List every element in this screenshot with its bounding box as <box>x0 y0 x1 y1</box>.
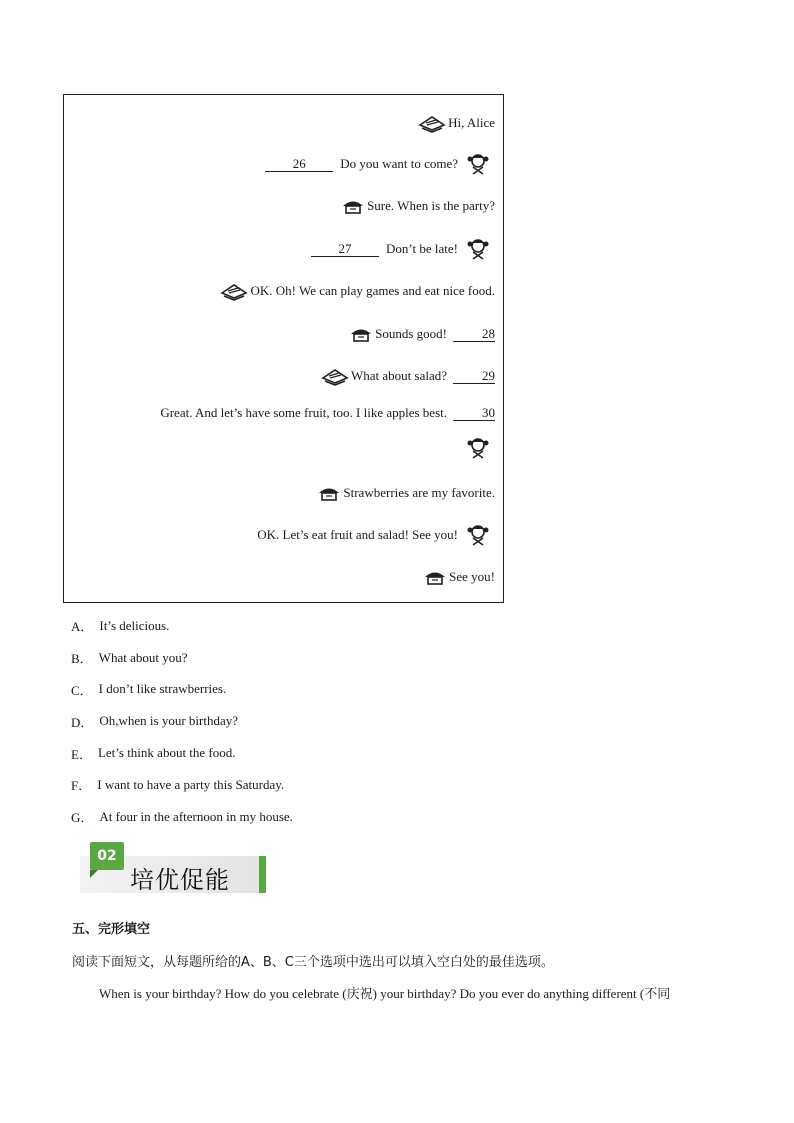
dialogue-text: What about salad? <box>350 368 447 383</box>
dialogue-text: See you! <box>449 569 495 584</box>
dialogue-line <box>349 323 495 345</box>
dialogue-text: Sounds good! <box>375 326 447 341</box>
option-f: F． I want to have a party this Saturday. <box>71 776 285 794</box>
dialogue-line <box>311 238 489 260</box>
option-c: C． I don’t like strawberries. <box>71 681 227 698</box>
dialogue-line <box>341 195 495 217</box>
blank-30: 30 <box>453 406 495 421</box>
book-icon <box>321 366 349 386</box>
banner-number-tag: 02 <box>90 842 124 870</box>
dialogue-box <box>63 94 504 603</box>
answer-options <box>71 610 293 833</box>
blank-26: 26 <box>265 157 333 172</box>
blank-27: 27 <box>311 242 379 257</box>
book-icon <box>220 281 248 301</box>
dialogue-text: Strawberries are my favorite. <box>343 485 495 500</box>
dialogue-text: Hi, Alice <box>448 115 495 130</box>
banner-tag-tail <box>90 870 98 878</box>
boy-icon <box>349 325 373 343</box>
option-a: A． It’s delicious. <box>71 617 170 635</box>
boy-icon <box>317 484 341 502</box>
dialogue-line <box>321 365 495 387</box>
book-icon <box>418 113 446 133</box>
banner-title: 培优促能 <box>130 866 230 894</box>
dialogue-line <box>418 112 495 134</box>
section-instruction: 阅读下面短文，从每题所给的A、B、C三个选项中选出可以填入空白处的最佳选项。 <box>72 955 554 970</box>
dialogue-line <box>458 437 489 459</box>
girl-icon <box>467 238 489 260</box>
dialogue-line <box>160 402 495 424</box>
blank-28: 28 <box>453 327 495 342</box>
passage-text: When is your birthday? How do you celebrate (庆祝) your birthday? Do you ever do anything different (不同 <box>99 986 671 1001</box>
dialogue-text: OK. Let’s eat fruit and salad! See you! <box>257 527 458 542</box>
dialogue-line <box>265 153 489 175</box>
option-b: B． What about you? <box>71 649 188 667</box>
dialogue-text: Great. And let’s have some fruit, too. I like apples best. <box>160 405 447 420</box>
dialogue-text: Sure. When is the party? <box>367 198 495 213</box>
dialogue-line <box>317 482 495 504</box>
dialogue-text: OK. Oh! We can play games and eat nice food. <box>250 283 495 298</box>
girl-icon <box>467 437 489 459</box>
dialogue-text: Do you want to come? <box>340 156 458 171</box>
section-heading: 五、完形填空 <box>72 922 151 937</box>
option-g: G． At four in the afternoon in my house. <box>71 808 293 826</box>
girl-icon <box>467 524 489 546</box>
banner-accent-bar <box>259 856 266 893</box>
blank-29: 29 <box>453 369 495 384</box>
boy-icon <box>341 197 365 215</box>
option-e: E． Let’s think about the food. <box>71 745 236 762</box>
boy-icon <box>423 568 447 586</box>
dialogue-text: Don’t be late! <box>386 241 458 256</box>
dialogue-line <box>423 566 495 588</box>
dialogue-line <box>257 524 489 546</box>
girl-icon <box>467 153 489 175</box>
option-d: D． Oh,when is your birthday? <box>71 713 239 730</box>
section-banner <box>80 842 266 893</box>
dialogue-line <box>220 280 495 302</box>
